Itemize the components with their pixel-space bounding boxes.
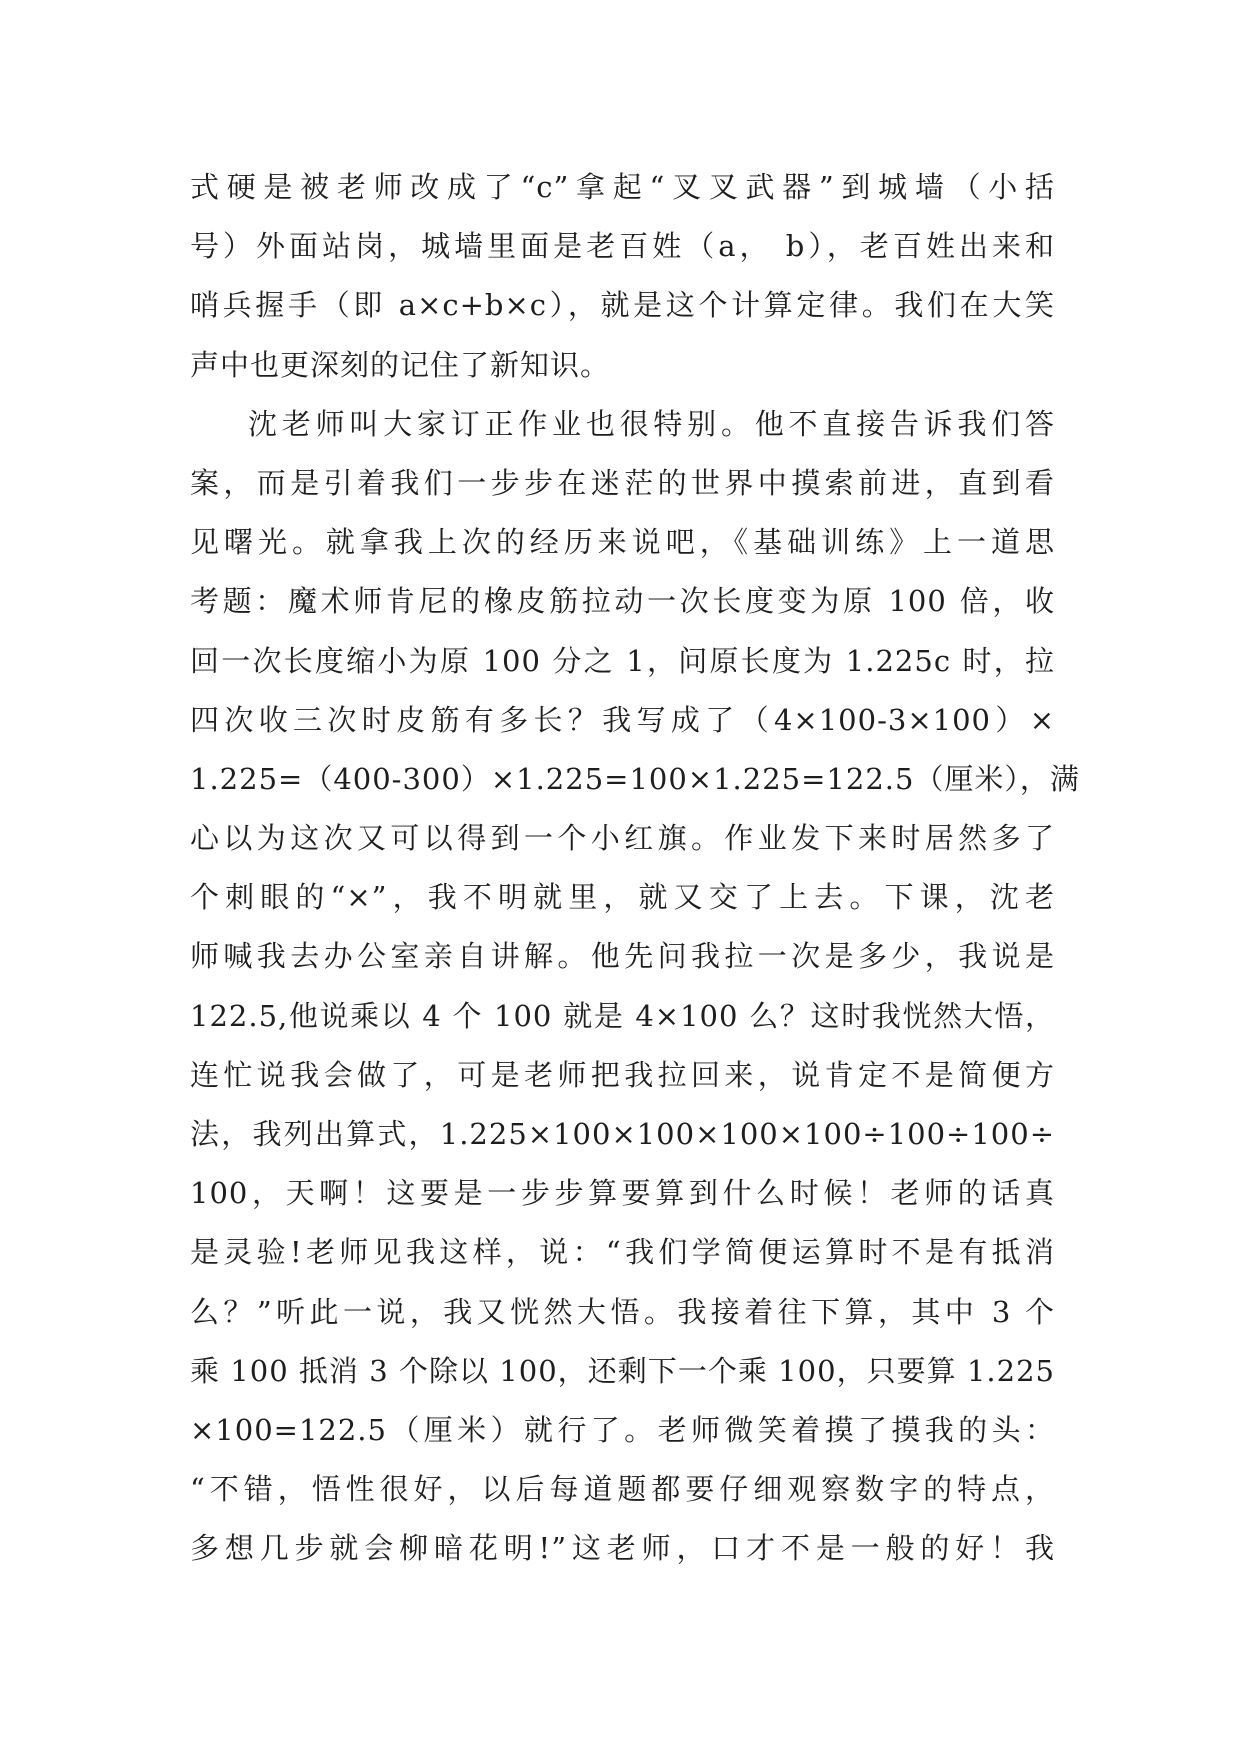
text-line: 么？”听此一说，我又恍然大悟。我接着往下算，其中 3 个 bbox=[190, 1294, 1055, 1329]
text-line: ×100=122.5（厘米）就行了。老师微笑着摸了摸我的头： bbox=[190, 1412, 1055, 1447]
text-line: 沈老师叫大家订正作业也很特别。他不直接告诉我们答 bbox=[248, 406, 1055, 441]
text-line: 回一次长度缩小为原 100 分之 1，问原长度为 1.225c 时，拉 bbox=[190, 643, 1055, 678]
text-line: 心以为这次又可以得到一个小红旗。作业发下来时居然多了 bbox=[190, 821, 1055, 856]
text-line: 法，我列出算式，1.225×100×100×100×100÷100÷100÷ bbox=[190, 1117, 1055, 1151]
text-line: 考题：魔术师肯尼的橡皮筋拉动一次长度变为原 100 倍，收 bbox=[190, 584, 1055, 619]
text-line: 见曙光。就拿我上次的经历来说吧，《基础训练》上一道思 bbox=[190, 525, 1055, 560]
text-line: 式硬是被老师改成了“c”拿起“叉叉武器”到城墙（小括 bbox=[190, 170, 1055, 204]
text-line: 100，天啊！这要是一步步算要算到什么时候！老师的话真 bbox=[190, 1176, 1055, 1211]
text-line: 声中也更深刻的记住了新知识。 bbox=[190, 347, 611, 382]
text-line: 122.5,他说乘以 4 个 100 就是 4×100 么？这时我恍然大悟， bbox=[190, 998, 1055, 1033]
text-line: 是灵验!老师见我这样，说：“我们学简便运算时不是有抵消 bbox=[190, 1235, 1055, 1270]
text-line: 连忙说我会做了，可是老师把我拉回来，说肯定不是简便方 bbox=[190, 1057, 1055, 1092]
text-line: 1.225=（400-300）×1.225=100×1.225=122.5（厘米），满 bbox=[190, 761, 1080, 796]
text-line: 案，而是引着我们一步步在迷茫的世界中摸索前进，直到看 bbox=[190, 465, 1055, 500]
text-line: “不错，悟性很好，以后每道题都要仔细观察数字的特点， bbox=[190, 1472, 1055, 1507]
body-text bbox=[190, 158, 1080, 1579]
text-line: 师喊我去办公室亲自讲解。他先问我拉一次是多少，我说是 bbox=[190, 939, 1055, 974]
text-line: 个刺眼的“×”，我不明就里，就又交了上去。下课，沈老 bbox=[190, 880, 1055, 915]
text-line: 多想几步就会柳暗花明!”这老师，口才不是一般的好！我 bbox=[190, 1531, 1055, 1566]
text-line: 四次收三次时皮筋有多长？我写成了（4×100-3×100）× bbox=[190, 702, 1055, 737]
text-line: 号）外面站岗，城墙里面是老百姓（a， b），老百姓出来和 bbox=[190, 229, 1055, 264]
text-line: 乘 100 抵消 3 个除以 100，还剩下一个乘 100，只要算 1.225 bbox=[190, 1353, 1055, 1388]
text-line: 哨兵握手（即 a×c+b×c），就是这个计算定律。我们在大笑 bbox=[190, 288, 1055, 323]
